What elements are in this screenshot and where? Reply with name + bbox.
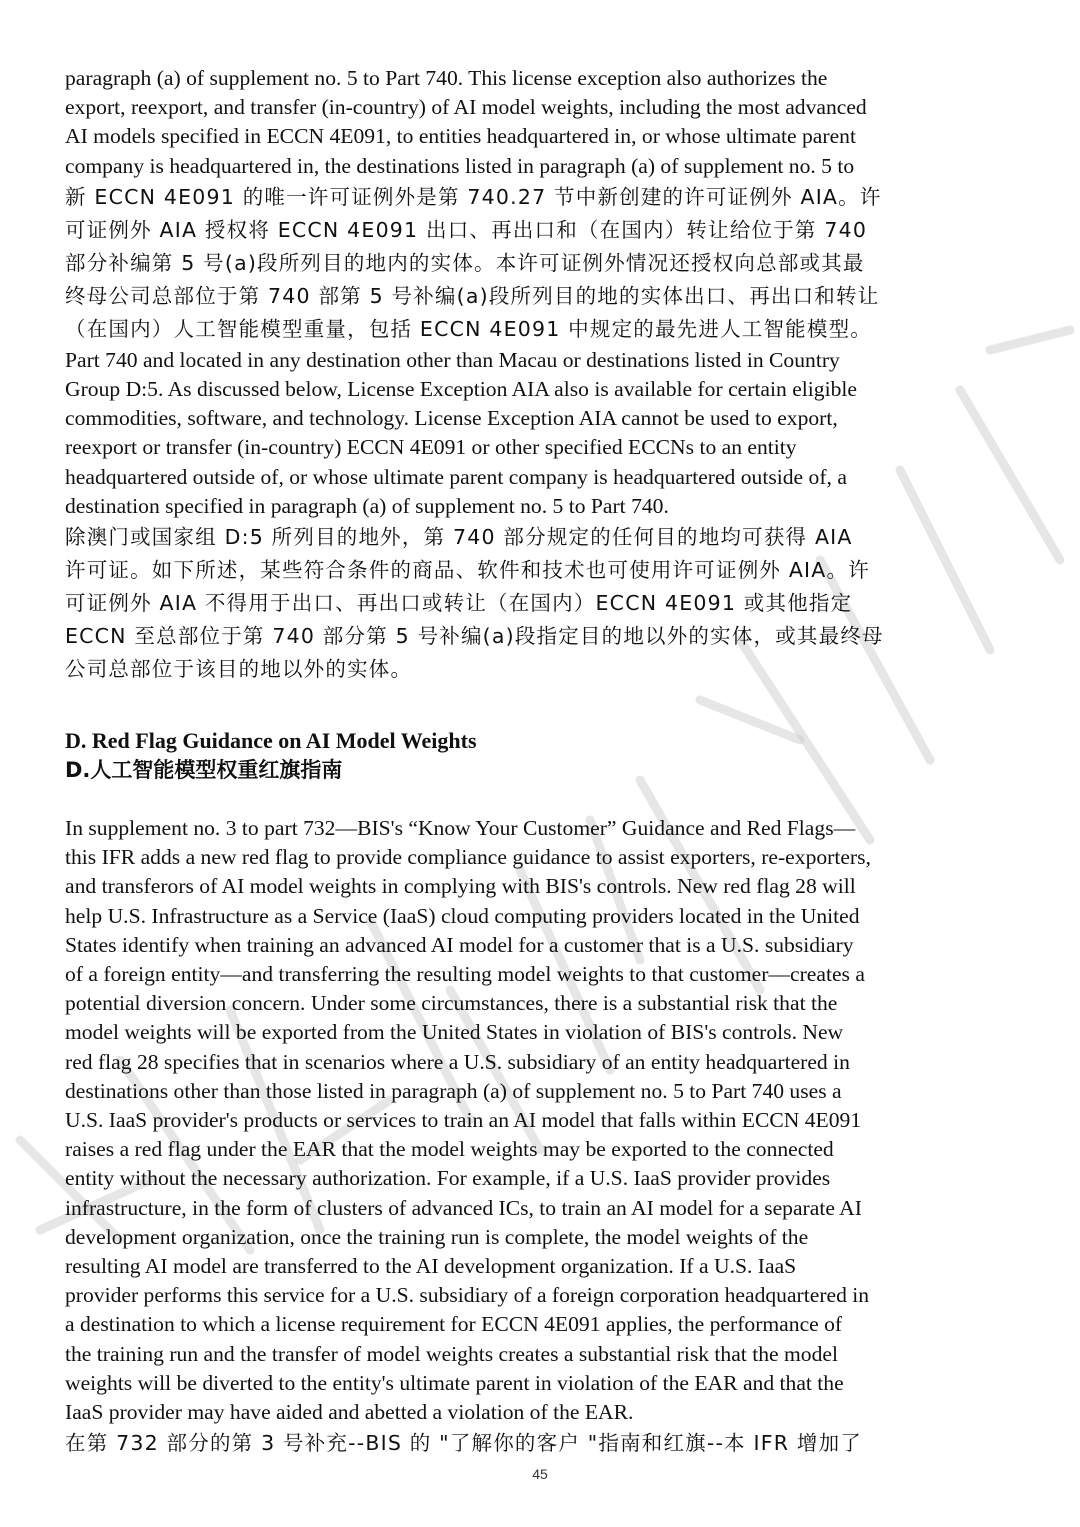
paragraph-2-english: Part 740 and located in any destination other than Macau or destinations listed in Country Group D:5. As discussed below, License Exception AIA also is available for certain eligible commodities, software, and technology. License Exception AIA cannot be used to export, reexport or transfer (in-country) ECCN 4E091 or other specified ECCNs to an entity headquartered outside of, or whose ultimate parent company is headquartered outside of, a destination specified in paragraph (a) of supplement no. 5 to Part 740. [65,347,857,518]
document-page [65,64,1020,1460]
page-number: 45 [532,1466,548,1482]
section-spacer [65,686,1020,726]
paragraph-3-english: In supplement no. 3 to part 732—BIS's “Know Your Customer” Guidance and Red Flags— this IFR adds a new red flag to provide compliance guidance to assist exporters, re-exporters, and transferors of AI model weights in complying with BIS's controls. New red flag 28 will help U.S. Infrastructure as a Service (IaaS) cloud computing providers located in the United States identify when training an advanced AI model for a customer that is a U.S. subsidiary of a foreign entity—and transferring the resulting model weights to that customer—creates a potential diversion concern. Under some circumstances, there is a substantial risk that the model weights will be exported from the United States in violation of BIS's controls. New red flag 28 specifies that in scenarios where a U.S. subsidiary of an entity headquartered in destinations other than those listed in paragraph (a) of supplement no. 5 to Part 740 uses a U.S. IaaS provider's products or services to train an AI model that falls within ECCN 4E091 raises a red flag under the EAR that the model weights may be exported to the connected entity without the necessary authorization. For example, if a U.S. IaaS provider provides infrastructure, in the form of clusters of advanced ICs, to train an AI model for a separate AI development organization, once the training run is complete, the model weights of the resulting AI model are transferred to the AI development organization. If a U.S. IaaS provider performs this service for a U.S. subsidiary of a foreign corporation headquartered in a destination to which a license requirement for ECCN 4E091 applies, the performance of the training run and the transfer of model weights creates a substantial risk that the model weights will be diverted to the entity's ultimate parent in violation of the EAR and that the IaaS provider may have aided and abetted a violation of the EAR. [65,816,871,1425]
paragraph-spacer [65,786,1020,814]
section-heading-chinese: D.人工智能模型权重红旗指南 [65,758,343,783]
paragraph-1-english: paragraph (a) of supplement no. 5 to Part 740. This license exception also authorizes the export, reexport, and transfer (in-country) of AI model weights, including the most advanced AI models specified in ECCN 4E091, to entities headquartered in, or whose ultimate parent company is headquartered in, the destinations listed in paragraph (a) of supplement no. 5 to [65,66,867,178]
section-heading-english: D. Red Flag Guidance on AI Model Weights [65,728,477,754]
paragraph-2-chinese: 除澳门或国家组 D:5 所列目的地外，第 740 部分规定的任何目的地均可获得 AIA 许可证。如下所述，某些符合条件的商品、软件和技术也可使用许可证例外 AIA。许 可证例外 AIA 不得用于出口、再出口或转让（在国内）ECCN 4E091 或其他指定 ECCN 至总部位于第 740 部分第 5 号补编(a)段指定目的地以外的实体，或其最终母 公司总部位于该目的地以外的实体。 [65,525,884,682]
paragraph-1-chinese: 新 ECCN 4E091 的唯一许可证例外是第 740.27 节中新创建的许可证例外 AIA。许 可证例外 AIA 授权将 ECCN 4E091 出口、再出口和（在国内）转让给位于第 740 部分补编第 5 号(a)段所列目的地内的实体。本许可证例外情况还授权向总部或其最 终母公司总部位于第 740 部第 5 号补编(a)段所列目的地的实体出口、再出口和转让 （在国内）人工智能模型重量，包括 ECCN 4E091 中规定的最先进人工智能模型。 [65,184,882,341]
paragraph-3-chinese: 在第 732 部分的第 3 号补充--BIS 的 "了解你的客户 "指南和红旗--本 IFR 增加了 [65,1431,862,1456]
